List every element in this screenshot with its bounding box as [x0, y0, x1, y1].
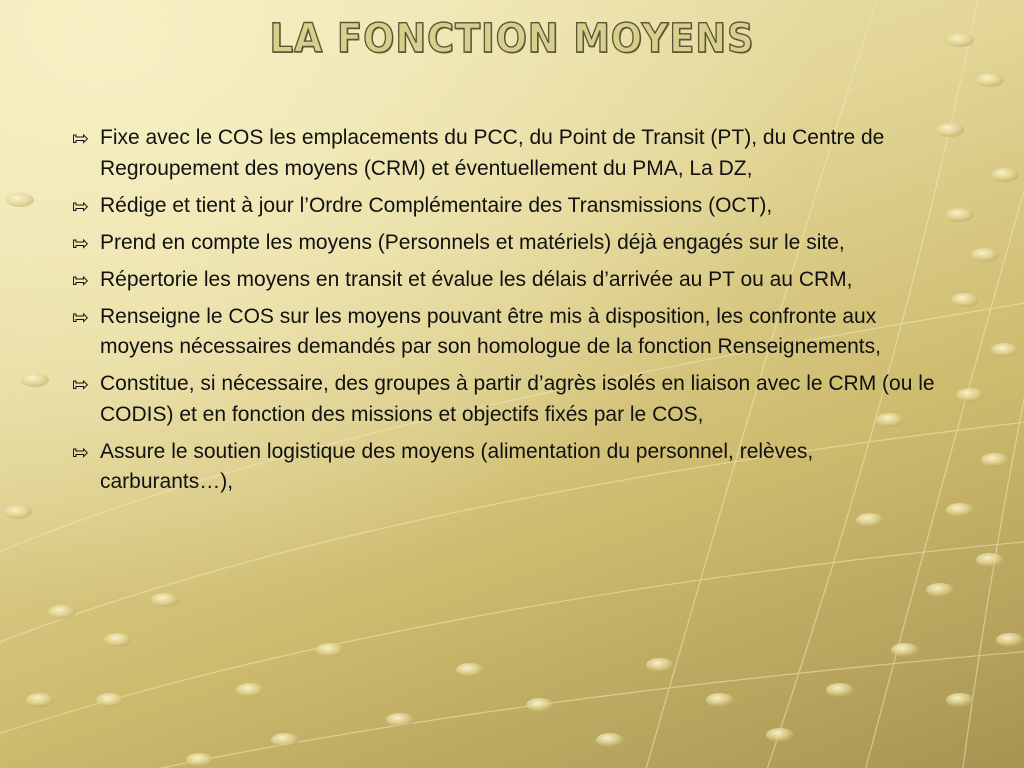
bullet-text: Constitue, si nécessaire, des groupes à partir d’agrès isolés en liaison avec le CRM (ou le CODIS) et en fonction des missions et objectifs fixés par le COS,	[100, 372, 935, 426]
arrow-bullet-icon: ⇰	[72, 193, 89, 218]
slide-title: LA FONCTION MOYENS	[269, 16, 755, 62]
arrow-bullet-icon: ⇰	[72, 230, 89, 255]
bullet-text: Assure le soutien logistique des moyens (alimentation du personnel, relèves, carburants…),	[100, 439, 814, 493]
arrow-bullet-icon: ⇰	[72, 304, 89, 329]
arrow-bullet-icon: ⇰	[72, 372, 89, 396]
list-item	[72, 302, 944, 363]
arrow-bullet-icon: ⇰	[72, 439, 89, 464]
bullet-text: Rédige et tient à jour l’Ordre Complémentaire des Transmissions (OCT),	[100, 193, 773, 217]
list-item	[72, 369, 944, 430]
list-item	[72, 191, 944, 222]
list-item	[72, 437, 944, 498]
list-item	[72, 265, 944, 296]
arrow-bullet-icon: ⇰	[72, 267, 89, 292]
bullet-list	[72, 123, 944, 504]
bullet-text: Fixe avec le COS les emplacements du PCC, du Point de Transit (PT), du Centre de Regroupement des moyens (CRM) et éventuellement du PMA, La DZ,	[100, 126, 885, 180]
arrow-bullet-icon: ⇰	[72, 126, 89, 150]
bullet-text: Renseigne le COS sur les moyens pouvant être mis à disposition, les confronte aux moyens nécessaires demandés par son homologue de la fonction Renseignements,	[100, 304, 881, 358]
list-item	[72, 228, 944, 259]
list-item	[72, 123, 944, 184]
bullet-text: Prend en compte les moyens (Personnels et matériels) déjà engagés sur le site,	[100, 230, 845, 254]
bullet-text: Répertorie les moyens en transit et évalue les délais d’arrivée au PT ou au CRM,	[100, 267, 853, 291]
